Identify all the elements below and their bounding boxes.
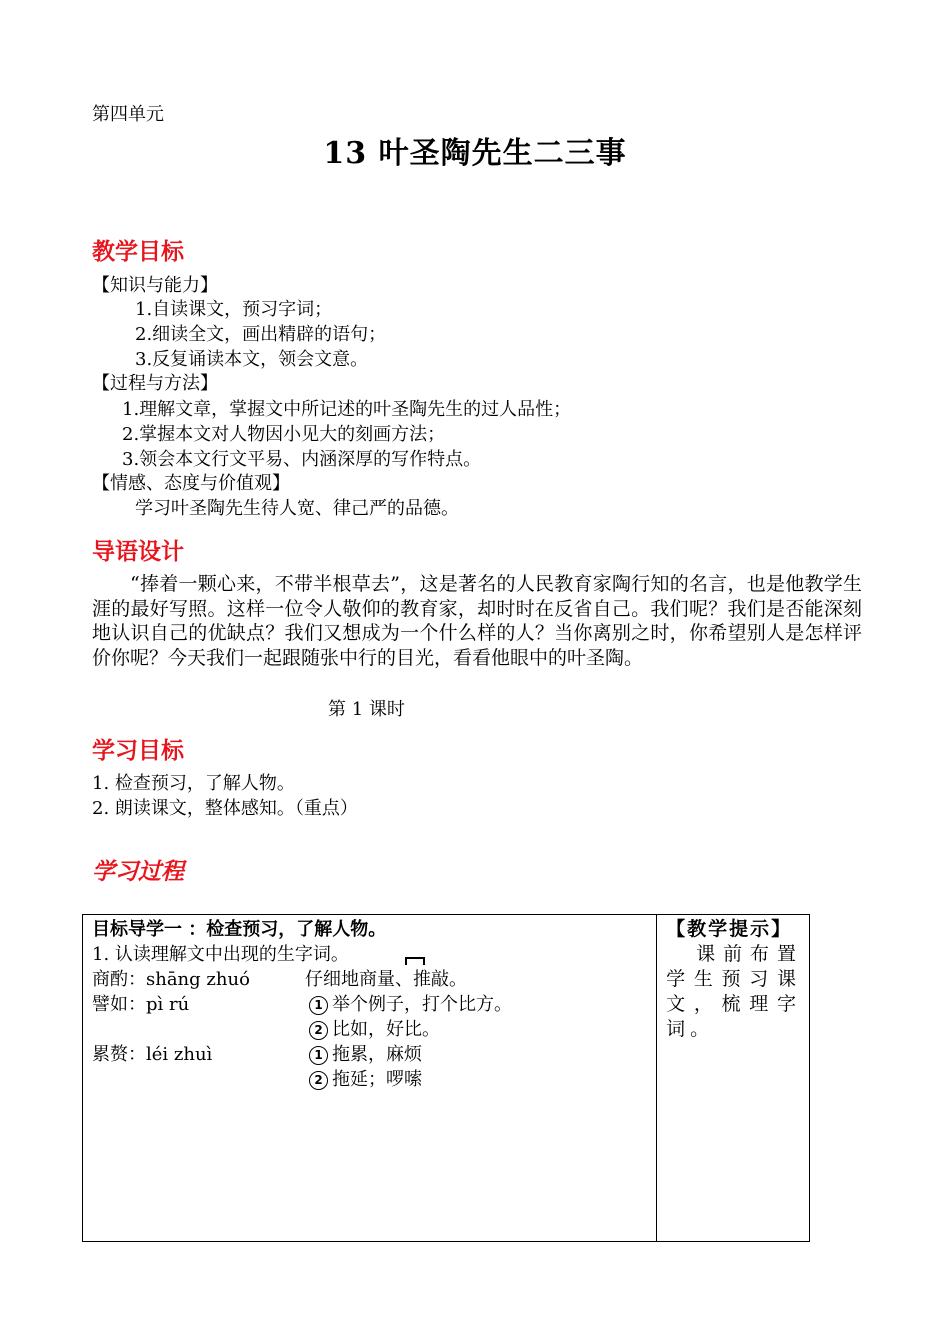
word-term: 商酌：shāng zhuó — [92, 969, 250, 990]
task-text: 1. 认读理解文中出现的生字词。 — [92, 944, 349, 965]
word-definition: 仔细地商量、推敲。 — [305, 969, 467, 990]
knowledge-item: 3.反复诵读本文，领会文意。 — [135, 349, 369, 370]
circled-number: 1 — [309, 1046, 328, 1065]
teaching-goals-heading: 教学目标 — [92, 239, 184, 265]
word-definition: 1 举个例子，打个比方。 — [309, 993, 512, 1017]
study-content-cell — [83, 915, 657, 1242]
learning-goal-item: 2. 朗读课文，整体感知。（重点） — [92, 798, 358, 819]
word-term: 譬如：pì rú — [92, 994, 190, 1015]
emotion-label: 【情感、态度与价值观】 — [92, 473, 290, 494]
emotion-item: 学习叶圣陶先生待人宽、律己严的品德。 — [135, 498, 459, 519]
intro-heading: 导语设计 — [92, 539, 184, 565]
page-title: 13 叶圣陶先生二三事 — [323, 136, 627, 171]
study-table — [82, 914, 810, 1242]
knowledge-item: 2.细读全文，画出精辟的语句； — [135, 324, 387, 345]
learning-goals-heading: 学习目标 — [92, 738, 184, 764]
circled-number: 2 — [309, 1021, 328, 1040]
word-definition: 2 拖延；啰嗦 — [309, 1068, 422, 1092]
intro-text: “捧着一颗心来，不带半根草去”，这是著名的人民教育家陶行知的名言，也是他教学生涯的最好写照。这样一位令人敬仰的教育家，却时时在反省自己。我们呢？我们是否能深刻地认识自己的优缺点？我们又想成为一个什么样的人？当你离别之时，你希望别人是怎样评价你呢？今天我们一起跟随张中行的目光，看看他眼中的叶圣陶。 — [92, 573, 862, 669]
unit-label: 第四单元 — [92, 104, 164, 125]
word-definition: 2 比如，好比。 — [309, 1018, 440, 1042]
hint-title: 【教学提示】 — [666, 918, 793, 940]
process-method-item: 3.领会本文行文平易、内涵深厚的写作特点。 — [122, 449, 482, 470]
word-definition: 1 拖累，麻烦 — [309, 1043, 422, 1067]
hint-body: 课前布置学生预习课文，梳理字词。 — [666, 943, 801, 1040]
section-title: 目标导学一 ：检查预习，了解人物。 — [92, 919, 387, 940]
process-method-item: 2.掌握本文对人物因小见大的刻画方法； — [122, 424, 446, 445]
bracket-mark — [405, 957, 425, 965]
lesson-label: 第 1 课时 — [328, 699, 405, 720]
process-heading: 学习过程 — [92, 859, 184, 885]
teaching-hint-cell — [657, 915, 810, 1242]
process-method-item: 1.理解文章，掌握文中所记述的叶圣陶先生的过人品性； — [122, 399, 572, 420]
knowledge-label: 【知识与能力】 — [92, 275, 218, 296]
word-term: 累赘：léi zhuì — [92, 1044, 213, 1065]
circled-number: 1 — [309, 996, 328, 1015]
circled-number: 2 — [309, 1071, 328, 1090]
learning-goal-item: 1. 检查预习，了解人物。 — [92, 773, 295, 794]
intro-paragraph — [92, 572, 862, 670]
process-method-label: 【过程与方法】 — [92, 373, 218, 394]
knowledge-item: 1.自读课文，预习字词； — [135, 299, 333, 320]
